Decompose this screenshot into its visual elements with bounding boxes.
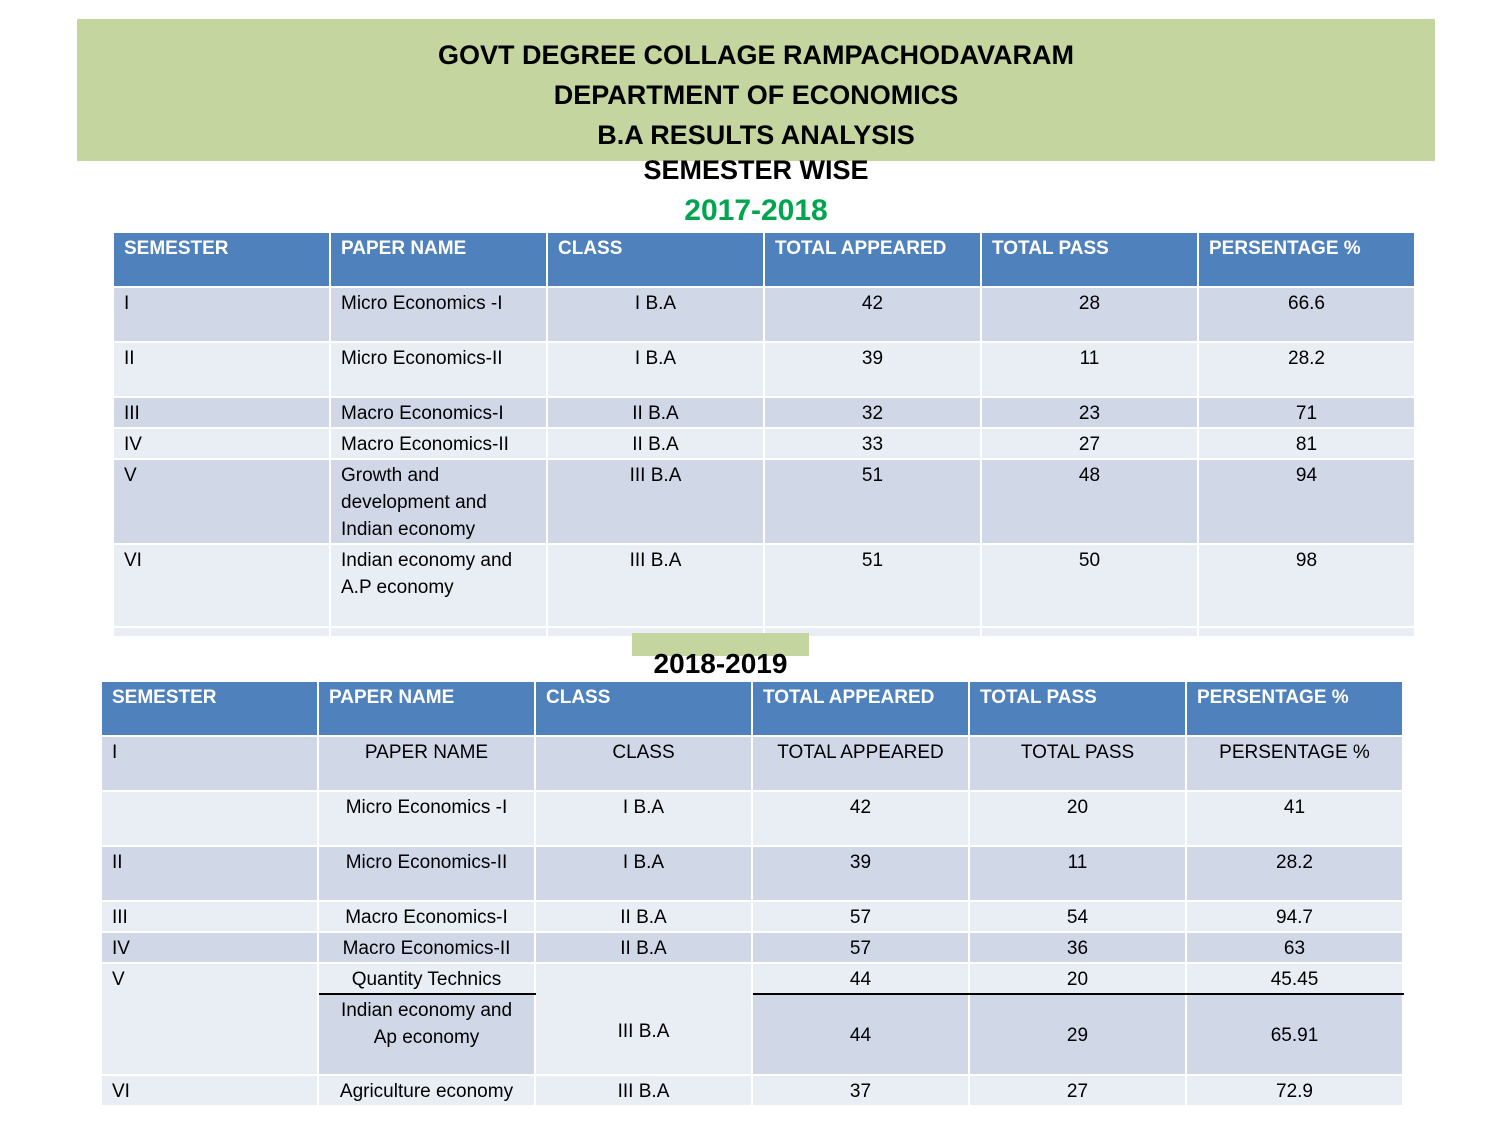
table-row	[101, 963, 1403, 994]
results-table-2018-2019	[100, 680, 1404, 1107]
col-header-semester: SEMESTER	[113, 232, 330, 287]
results-table-2017-2018	[112, 231, 1416, 638]
cell-percentage: 63	[1186, 932, 1403, 963]
table-row	[113, 397, 1415, 428]
cell-class: II B.A	[547, 397, 764, 428]
cell-paper-name: Agriculture economy	[318, 1075, 535, 1106]
cell-pass: 36	[969, 932, 1186, 963]
col-header-percentage: PERSENTAGE %	[1198, 232, 1415, 287]
cell-percentage: 45.45	[1186, 963, 1403, 994]
cell-appeared: TOTAL APPEARED	[752, 736, 969, 791]
cell-percentage: 98	[1198, 544, 1415, 627]
title-banner	[77, 19, 1435, 161]
col-header-total-appeared: TOTAL APPEARED	[752, 681, 969, 736]
cell-class: III B.A	[535, 1075, 752, 1106]
cell-percentage: 65.91	[1186, 994, 1403, 1075]
cell-appeared: 39	[752, 846, 969, 901]
cell-appeared: 44	[752, 963, 969, 994]
cell-semester: VI	[101, 1075, 318, 1106]
cell-semester	[101, 791, 318, 846]
cell-class: II B.A	[547, 428, 764, 459]
cell-appeared: 57	[752, 901, 969, 932]
col-header-percentage: PERSENTAGE %	[1186, 681, 1403, 736]
cell-percentage: 81	[1198, 428, 1415, 459]
table-row	[101, 1075, 1403, 1106]
semester-wise-heading: SEMESTER WISE	[643, 155, 869, 185]
cell-percentage: 66.6	[1198, 287, 1415, 342]
cell-pass: 27	[969, 1075, 1186, 1106]
cell-pass: 50	[981, 544, 1198, 627]
col-header-paper-name: PAPER NAME	[318, 681, 535, 736]
cell-class: II B.A	[535, 932, 752, 963]
cell-semester: III	[101, 901, 318, 932]
cell-semester: V	[101, 963, 318, 1075]
table-row	[101, 791, 1403, 846]
table-row	[113, 287, 1415, 342]
cell-semester: II	[113, 342, 330, 397]
cell-class: II B.A	[535, 901, 752, 932]
cell-appeared: 42	[752, 791, 969, 846]
col-header-total-pass: TOTAL PASS	[969, 681, 1186, 736]
cell-paper-name: Micro Economics-II	[330, 342, 547, 397]
table-row	[101, 846, 1403, 901]
cell-percentage: 72.9	[1186, 1075, 1403, 1106]
col-header-total-pass: TOTAL PASS	[981, 232, 1198, 287]
table-row	[101, 932, 1403, 963]
cell-appeared: 57	[752, 932, 969, 963]
cell-paper-name: Micro Economics -I	[318, 791, 535, 846]
cell-paper-name: Macro Economics-II	[330, 428, 547, 459]
cell-appeared: 51	[764, 459, 981, 544]
col-header-semester: SEMESTER	[101, 681, 318, 736]
col-header-class: CLASS	[535, 681, 752, 736]
cell-pass: 28	[981, 287, 1198, 342]
col-header-total-appeared: TOTAL APPEARED	[764, 232, 981, 287]
cell-percentage: 41	[1186, 791, 1403, 846]
cell-paper-name: Quantity Technics	[318, 963, 535, 994]
col-header-class: CLASS	[547, 232, 764, 287]
cell-paper-name: Micro Economics-II	[318, 846, 535, 901]
cell-semester: I	[113, 287, 330, 342]
cell-percentage: 28.2	[1186, 846, 1403, 901]
cell-percentage: PERSENTAGE %	[1186, 736, 1403, 791]
cell-appeared: 51	[764, 544, 981, 627]
table-row	[113, 459, 1415, 544]
cell-pass: 11	[981, 342, 1198, 397]
cell-paper-name: Indian economy and Ap economy	[318, 994, 535, 1075]
cell-class: I B.A	[547, 342, 764, 397]
year-heading-2017: 2017-2018	[684, 194, 828, 227]
cell-semester: V	[113, 459, 330, 544]
report-title: B.A RESULTS ANALYSIS	[597, 120, 915, 150]
cell-class: CLASS	[535, 736, 752, 791]
cell-pass: 23	[981, 397, 1198, 428]
cell-pass: 29	[969, 994, 1186, 1075]
cell-percentage: 94	[1198, 459, 1415, 544]
cell-semester: VI	[113, 544, 330, 627]
table-row	[113, 544, 1415, 627]
cell-paper-name: Micro Economics -I	[330, 287, 547, 342]
cell-pass: 20	[969, 791, 1186, 846]
cell-percentage: 28.2	[1198, 342, 1415, 397]
cell-appeared: 44	[752, 994, 969, 1075]
cell-paper-name: Macro Economics-II	[318, 932, 535, 963]
cell-class: I B.A	[547, 287, 764, 342]
cell-paper-name: Macro Economics-I	[318, 901, 535, 932]
cell-appeared: 37	[752, 1075, 969, 1106]
cell-appeared: 33	[764, 428, 981, 459]
cell-pass: 54	[969, 901, 1186, 932]
cell-appeared: 32	[764, 397, 981, 428]
cell-paper-name: Indian economy and A.P economy	[330, 544, 547, 627]
cell-class: III B.A	[535, 963, 752, 1075]
cell-paper-name: PAPER NAME	[318, 736, 535, 791]
cell-class: I B.A	[535, 846, 752, 901]
cell-semester: III	[113, 397, 330, 428]
cell-semester: I	[101, 736, 318, 791]
cell-percentage: 71	[1198, 397, 1415, 428]
cell-semester: IV	[101, 932, 318, 963]
college-name: GOVT DEGREE COLLAGE RAMPACHODAVARAM	[437, 40, 1074, 70]
year-heading-2018: 2018-2019	[653, 648, 788, 679]
cell-semester: IV	[113, 428, 330, 459]
cell-pass: 20	[969, 963, 1186, 994]
department-name: DEPARTMENT OF ECONOMICS	[553, 80, 959, 110]
table-row	[101, 901, 1403, 932]
table-row	[101, 736, 1403, 791]
table-row	[113, 428, 1415, 459]
table-row	[113, 342, 1415, 397]
cell-appeared: 39	[764, 342, 981, 397]
cell-appeared: 42	[764, 287, 981, 342]
col-header-paper-name: PAPER NAME	[330, 232, 547, 287]
cell-pass: 48	[981, 459, 1198, 544]
cell-class: III B.A	[547, 459, 764, 544]
cell-pass: TOTAL PASS	[969, 736, 1186, 791]
cell-paper-name: Growth and development and Indian economy	[330, 459, 547, 544]
cell-pass: 27	[981, 428, 1198, 459]
cell-class: I B.A	[535, 791, 752, 846]
cell-paper-name: Macro Economics-I	[330, 397, 547, 428]
cell-semester: II	[101, 846, 318, 901]
cell-percentage: 94.7	[1186, 901, 1403, 932]
cell-pass: 11	[969, 846, 1186, 901]
cell-class: III B.A	[547, 544, 764, 627]
